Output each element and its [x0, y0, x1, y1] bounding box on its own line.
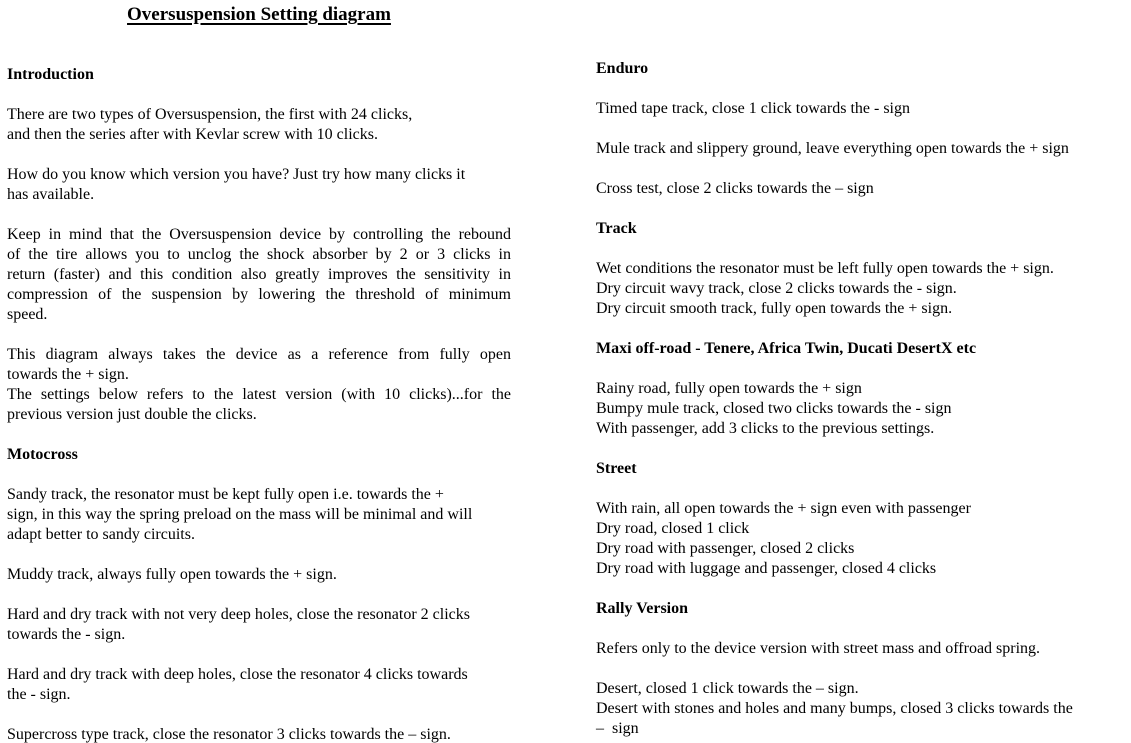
text-line: towards the + sign. — [7, 366, 129, 383]
text-line: Dry road, closed 1 click — [596, 520, 750, 537]
right-column — [596, 59, 1124, 743]
paragraph — [7, 165, 511, 205]
section-heading: Maxi off-road - Tenere, Africa Twin, Ducati DesertX etc — [596, 340, 977, 357]
paragraph — [596, 139, 1124, 159]
text-line: Bumpy mule track, closed two clicks towards the - sign — [596, 400, 952, 417]
paragraph — [7, 725, 511, 743]
text-line: speed. — [7, 306, 48, 323]
paragraph — [596, 179, 1124, 199]
text-line: Refers only to the device version with street mass and offroad spring. — [596, 640, 1041, 657]
section-heading: Track — [596, 220, 637, 237]
text-line: How do you know which version you have? Just try how many clicks it — [7, 166, 466, 183]
text-line: Mule track and slippery ground, leave everything open towards the + sign — [596, 140, 1069, 157]
text-line: – sign — [596, 720, 639, 737]
text-line: sign, in this way the spring preload on the mass will be minimal and will — [7, 506, 473, 523]
paragraph — [596, 499, 1124, 579]
paragraph — [7, 105, 511, 145]
text-line: of the tire allows you to unclog the shock absorber by 2 or 3 clicks in — [7, 246, 511, 263]
text-line: Timed tape track, close 1 click towards the - sign — [596, 100, 910, 117]
paragraph — [596, 679, 1124, 739]
text-line: adapt better to sandy circuits. — [7, 526, 195, 543]
paragraph — [7, 665, 511, 705]
paragraph — [596, 99, 1124, 119]
text-line: There are two types of Oversuspension, the first with 24 clicks, — [7, 106, 413, 123]
document-title-text: Oversuspension Setting diagram — [127, 4, 391, 25]
paragraph — [596, 639, 1124, 659]
text-line: previous version just double the clicks. — [7, 406, 257, 423]
text-line: Desert with stones and holes and many bumps, closed 3 clicks towards the — [596, 700, 1073, 717]
section-heading: Street — [596, 460, 637, 477]
paragraph — [7, 485, 511, 545]
text-line: return (faster) and this condition also greatly improves the sensitivity in — [7, 266, 511, 283]
text-line: Cross test, close 2 clicks towards the – sign — [596, 180, 874, 197]
text-line: Hard and dry track with not very deep holes, close the resonator 2 clicks — [7, 606, 470, 623]
text-line: Dry circuit wavy track, close 2 clicks towards the - sign. — [596, 280, 957, 297]
text-line: This diagram always takes the device as a reference from fully open — [7, 346, 511, 363]
text-line: Dry road with passenger, closed 2 clicks — [596, 540, 855, 557]
text-line: Wet conditions the resonator must be left fully open towards the + sign. — [596, 260, 1054, 277]
text-line: Muddy track, always fully open towards the + sign. — [7, 566, 337, 583]
text-line: compression of the suspension by lowering the threshold of minimum — [7, 286, 511, 303]
text-line: towards the - sign. — [7, 626, 126, 643]
paragraph — [596, 259, 1124, 319]
text-line: Keep in mind that the Oversuspension device by controlling the rebound — [7, 226, 511, 243]
text-line: and then the series after with Kevlar screw with 10 clicks. — [7, 126, 378, 143]
section-heading: Rally Version — [596, 600, 689, 617]
section-heading: Introduction — [7, 66, 94, 83]
text-line: Sandy track, the resonator must be kept fully open i.e. towards the + — [7, 486, 444, 503]
text-line: Desert, closed 1 click towards the – sign. — [596, 680, 859, 697]
section-heading: Motocross — [7, 446, 78, 463]
paragraph — [7, 225, 511, 325]
text-line: Dry circuit smooth track, fully open towards the + sign. — [596, 300, 953, 317]
paragraph — [7, 605, 511, 645]
text-line: With passenger, add 3 clicks to the previous settings. — [596, 420, 935, 437]
text-line: Hard and dry track with deep holes, close the resonator 4 clicks towards — [7, 666, 468, 683]
paragraph — [7, 345, 511, 425]
document-title — [7, 2, 511, 28]
paragraph — [7, 565, 511, 585]
text-line: The settings below refers to the latest version (with 10 clicks)...for the — [7, 386, 511, 403]
section-heading: Enduro — [596, 60, 649, 77]
text-line: With rain, all open towards the + sign even with passenger — [596, 500, 971, 517]
text-line: Rainy road, fully open towards the + sign — [596, 380, 862, 397]
text-line: has available. — [7, 186, 95, 203]
left-column — [7, 65, 511, 743]
text-line: Supercross type track, close the resonator 3 clicks towards the – sign. — [7, 726, 451, 743]
text-line: Dry road with luggage and passenger, closed 4 clicks — [596, 560, 937, 577]
paragraph — [596, 379, 1124, 439]
text-line: the - sign. — [7, 686, 71, 703]
